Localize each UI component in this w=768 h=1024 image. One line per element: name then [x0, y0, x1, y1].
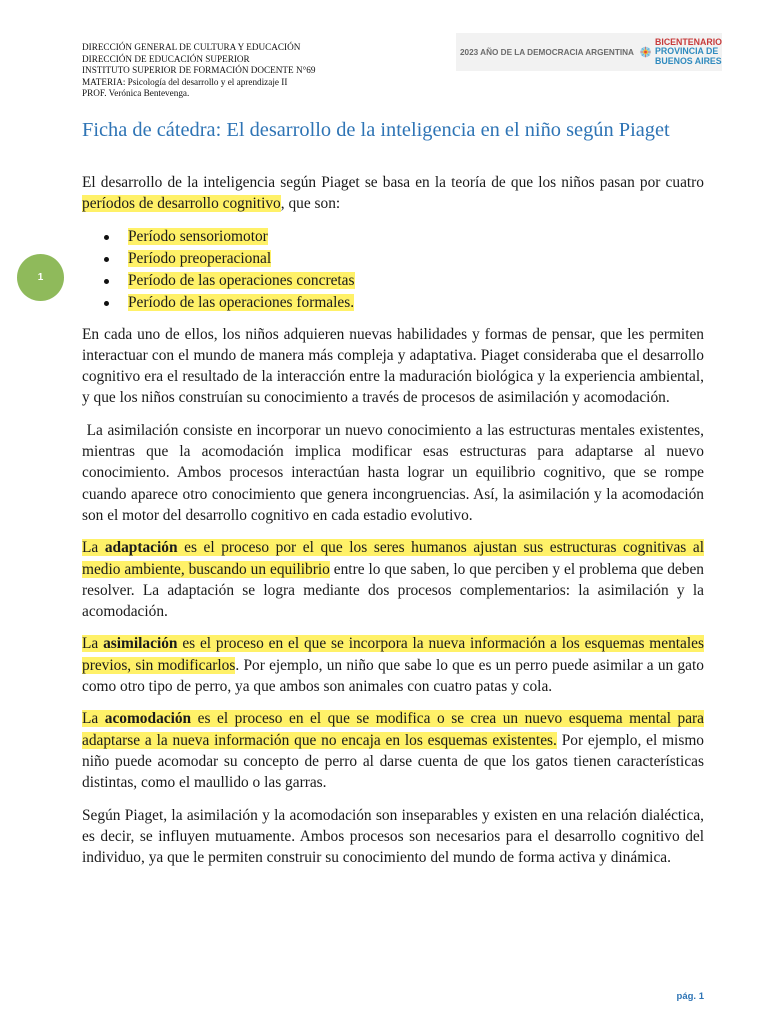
periods-list: [82, 226, 704, 314]
provincia-label: PROVINCIA DE: [655, 46, 719, 57]
intro-text: El desarrollo de la inteligencia según Piaget se basa en la teoría de que los niños pasan por cuatro: [82, 174, 704, 191]
assimilation-paragraph: [82, 633, 704, 697]
list-item: [82, 292, 704, 314]
paragraph-continuation: entre lo que saben, lo que perciben y el problema que deben resolver. La adaptación se logra mediante dos procesos complementarios: la asimilación y la acomodación.: [82, 560, 704, 621]
definition-lead: La: [82, 539, 105, 557]
province-logo-text: [655, 38, 722, 67]
period-label: Período de las operaciones formales.: [128, 293, 355, 311]
intro-text-end: , que son:: [280, 195, 341, 213]
page-footer-number: pág. 1: [676, 991, 704, 1002]
buenos-aires-label: BUENOS AIRES: [655, 55, 722, 66]
definition-lead: La: [82, 710, 105, 728]
header-line: DIRECCIÓN GENERAL DE CULTURA Y EDUCACIÓN: [82, 42, 301, 52]
bicentenario-label: BICENTENARIO: [655, 36, 722, 47]
paragraph-continuation: . Por ejemplo, un niño que sabe lo que es un perro puede asimilar a un gato como otro tipo de perro, ya que ambos son animales con cuatro patas y cola.: [82, 656, 704, 696]
intro-paragraph: [82, 172, 704, 215]
header-line: PROF. Verónica Bentevenga.: [82, 88, 190, 99]
page-number-badge: 1: [17, 254, 64, 301]
definition-text: es el proceso por el que los seres humanos ajustan sus estructuras cognitivas al medio ambiente, buscando un equilibrio: [82, 539, 704, 578]
list-item: [82, 248, 704, 270]
header-line: MATERIA: Psicología del desarrollo y el aprendizaje II: [82, 76, 288, 87]
processes-paragraph: La asimilación consiste en incorporar un nuevo conocimiento a las estructuras mentales existentes, mientras que la acomodación implica modificar esas estructuras para adaptarse al nuevo conocimiento. Ambos procesos interactúan hasta lograr un equilibrio cognitivo, que se rompe cuando aparece otro conocimiento que genera incongruencias. Así, la asimilación y la acomodación son el motor del desarrollo cognitivo en cada estadio evolutivo.: [82, 421, 708, 524]
conclusion-paragraph: Según Piaget, la asimilación y la acomodación son inseparables y existen en una relación dialéctica, es decir, se influyen mutuamente. Ambos procesos son necesarios para el desarrollo cognitivo del individuo, ya que le permiten construir su conocimiento del mundo de forma activa y dinámica.: [82, 806, 704, 867]
list-item: [82, 270, 704, 292]
term-acomodacion: acomodación: [104, 710, 192, 728]
definition-text: es el proceso en el que se modifica o se crea un nuevo esquema mental para adaptarse a la nueva información que no encaja en los esquemas existentes.: [82, 710, 704, 749]
period-label: Período de las operaciones concretas: [128, 271, 355, 289]
accommodation-paragraph: [82, 708, 704, 793]
democracy-year-label: 2023 AÑO DE LA DEMOCRACIA ARGENTINA: [460, 47, 634, 57]
sun-emblem-icon: [640, 34, 651, 70]
institution-header: [82, 42, 412, 100]
period-label: Período sensoriomotor: [128, 227, 268, 245]
government-banner: [456, 33, 722, 71]
term-asimilacion: asimilación: [103, 635, 178, 653]
definition-text: es el proceso en el que se incorpora la nueva información a los esquemas mentales previos, sin modificarlos: [82, 635, 704, 674]
definition-lead: La: [82, 635, 104, 653]
stages-paragraph: En cada uno de ellos, los niños adquieren nuevas habilidades y formas de pensar, que les permiten interactuar con el mundo de manera más compleja y adaptativa. Piaget consideraba que el desarrollo cognitivo era el resultado de la interacción entre la maduración biológica y la experiencia ambiental, y que los niños construían su conocimiento a través de procesos de asimilación y acomodación.: [82, 325, 704, 407]
document-body: [82, 172, 708, 879]
period-label: Período preoperacional: [128, 249, 272, 267]
adaptation-paragraph: [82, 537, 704, 622]
document-title: Ficha de cátedra: El desarrollo de la inteligencia en el niño según Piaget: [82, 119, 670, 141]
header-line: INSTITUTO SUPERIOR DE FORMACIÓN DOCENTE N°69: [82, 65, 316, 76]
highlighted-phrase: períodos de desarrollo cognitivo: [82, 195, 281, 213]
list-item: [82, 226, 704, 248]
header-line: DIRECCIÓN DE EDUCACIÓN SUPERIOR: [82, 53, 250, 64]
term-adaptacion: adaptación: [104, 539, 178, 557]
paragraph-continuation: Por ejemplo, el mismo niño puede acomodar su concepto de perro al darse cuenta de que los gatos tienen características distintas, como el maullido o las garras.: [82, 731, 704, 792]
